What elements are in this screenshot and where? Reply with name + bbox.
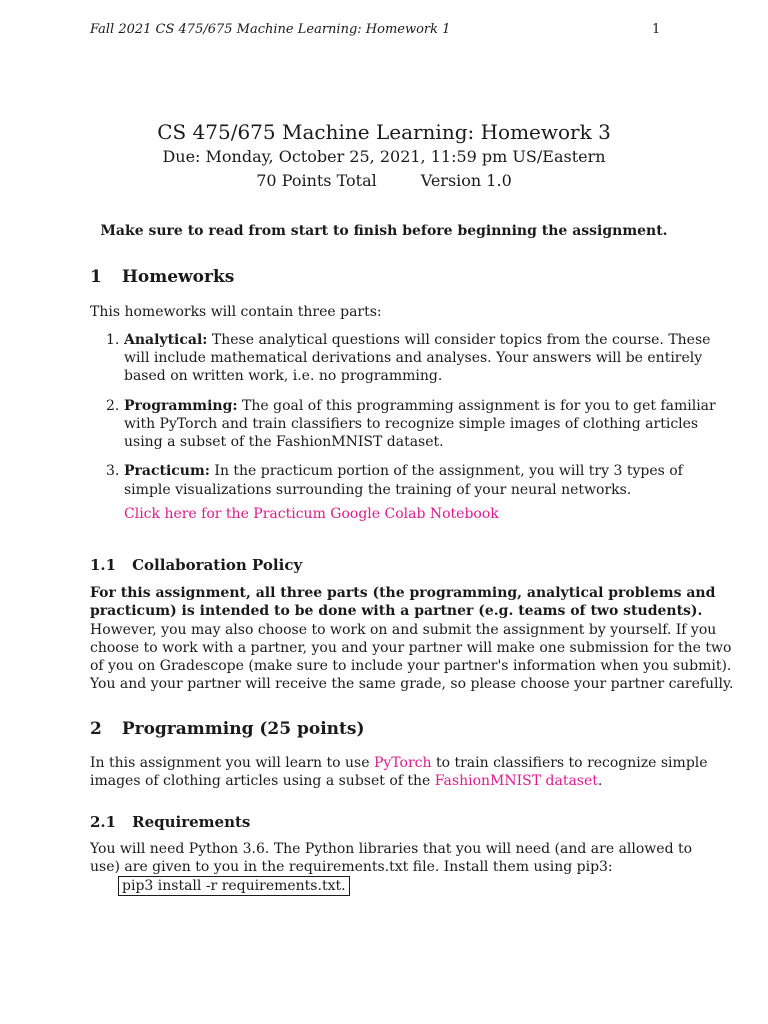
- text-fragment: .: [597, 773, 603, 789]
- section-2-text-line-2: [90, 773, 602, 789]
- item-text: will include mathematical derivations and analyses. Your answers will be entirely: [124, 350, 703, 366]
- collab-text: You and your partner will receive the same grade, so please choose your partner carefully.: [90, 676, 734, 692]
- collab-bold-text: practicum) is intended to be done with a partner (e.g. teams of two students).: [90, 603, 703, 619]
- list-item-practicum: [124, 463, 683, 479]
- section-title: Collaboration Policy: [132, 556, 303, 574]
- item-text: based on written work, i.e. no programming.: [124, 368, 443, 384]
- page-number: 1: [652, 22, 661, 37]
- item-label: Analytical:: [124, 332, 208, 348]
- practicum-colab-link[interactable]: Click here for the Practicum Google Colab Notebook: [124, 506, 499, 522]
- version: Version 1.0: [420, 171, 512, 190]
- section-title: Homeworks: [121, 267, 235, 287]
- section-1-1-heading: [90, 556, 302, 574]
- text-fragment: images of clothing articles using a subset of the: [90, 773, 435, 789]
- section-title: Requirements: [132, 813, 251, 831]
- section-number: 2: [90, 719, 102, 739]
- read-notice: Make sure to read from start to finish before beginning the assignment.: [100, 223, 668, 239]
- section-number: 1: [90, 267, 102, 287]
- pytorch-link[interactable]: PyTorch: [373, 755, 432, 771]
- points-version-line: [0, 171, 768, 190]
- text-fragment: to train classifiers to recognize simple: [431, 755, 708, 771]
- item-text: with PyTorch and train classifiers to recognize simple images of clothing articles: [124, 416, 699, 432]
- section-2-text-line-1: [90, 755, 708, 771]
- list-item-analytical: [124, 332, 711, 348]
- requirements-text: You will need Python 3.6. The Python libraries that you will need (and are allowed to: [90, 841, 693, 857]
- due-date: Due: Monday, October 25, 2021, 11:59 pm US/Eastern: [162, 147, 606, 166]
- list-marker: 2.: [106, 398, 120, 414]
- section-2-heading: [90, 719, 365, 739]
- collab-text: choose to work with a partner, you and your partner will make one submission for the two: [90, 640, 732, 656]
- item-text: In the practicum portion of the assignment, you will try 3 types of: [214, 463, 683, 479]
- item-text: These analytical questions will consider topics from the course. These: [211, 332, 711, 348]
- list-marker: 3.: [106, 463, 120, 479]
- item-text: using a subset of the FashionMNIST dataset.: [124, 434, 444, 450]
- total-points: 70 Points Total: [256, 171, 377, 190]
- collab-text: of you on Gradescope (make sure to include your partner's information when you submit).: [90, 658, 732, 674]
- requirements-text: use) are given to you in the requirements.txt file. Install them using pip3:: [90, 859, 613, 875]
- item-text: simple visualizations surrounding the training of your neural networks.: [124, 482, 632, 498]
- section-number: 1.1: [90, 556, 117, 574]
- item-label: Practicum:: [124, 463, 210, 479]
- section-1-heading: [90, 267, 234, 287]
- fashionmnist-link[interactable]: FashionMNIST dataset: [434, 773, 598, 789]
- item-label: Programming:: [124, 398, 238, 414]
- section-1-intro: This homeworks will contain three parts:: [90, 304, 382, 320]
- text-fragment: In this assignment you will learn to use: [90, 755, 374, 771]
- pip-install-command: pip3 install -r requirements.txt.: [118, 876, 350, 896]
- section-2-1-heading: [90, 813, 250, 831]
- running-header: Fall 2021 CS 475/675 Machine Learning: Homework 1: [90, 22, 451, 37]
- item-text: The goal of this programming assignment is for you to get familiar: [242, 398, 716, 414]
- section-title: Programming (25 points): [121, 719, 365, 739]
- list-item-programming: [124, 398, 716, 414]
- section-number: 2.1: [90, 813, 117, 831]
- collab-bold-text: For this assignment, all three parts (the programming, analytical problems and: [90, 585, 716, 601]
- page-title: CS 475/675 Machine Learning: Homework 3: [157, 120, 611, 144]
- collab-text: However, you may also choose to work on and submit the assignment by yourself. If you: [90, 622, 717, 638]
- list-marker: 1.: [106, 332, 120, 348]
